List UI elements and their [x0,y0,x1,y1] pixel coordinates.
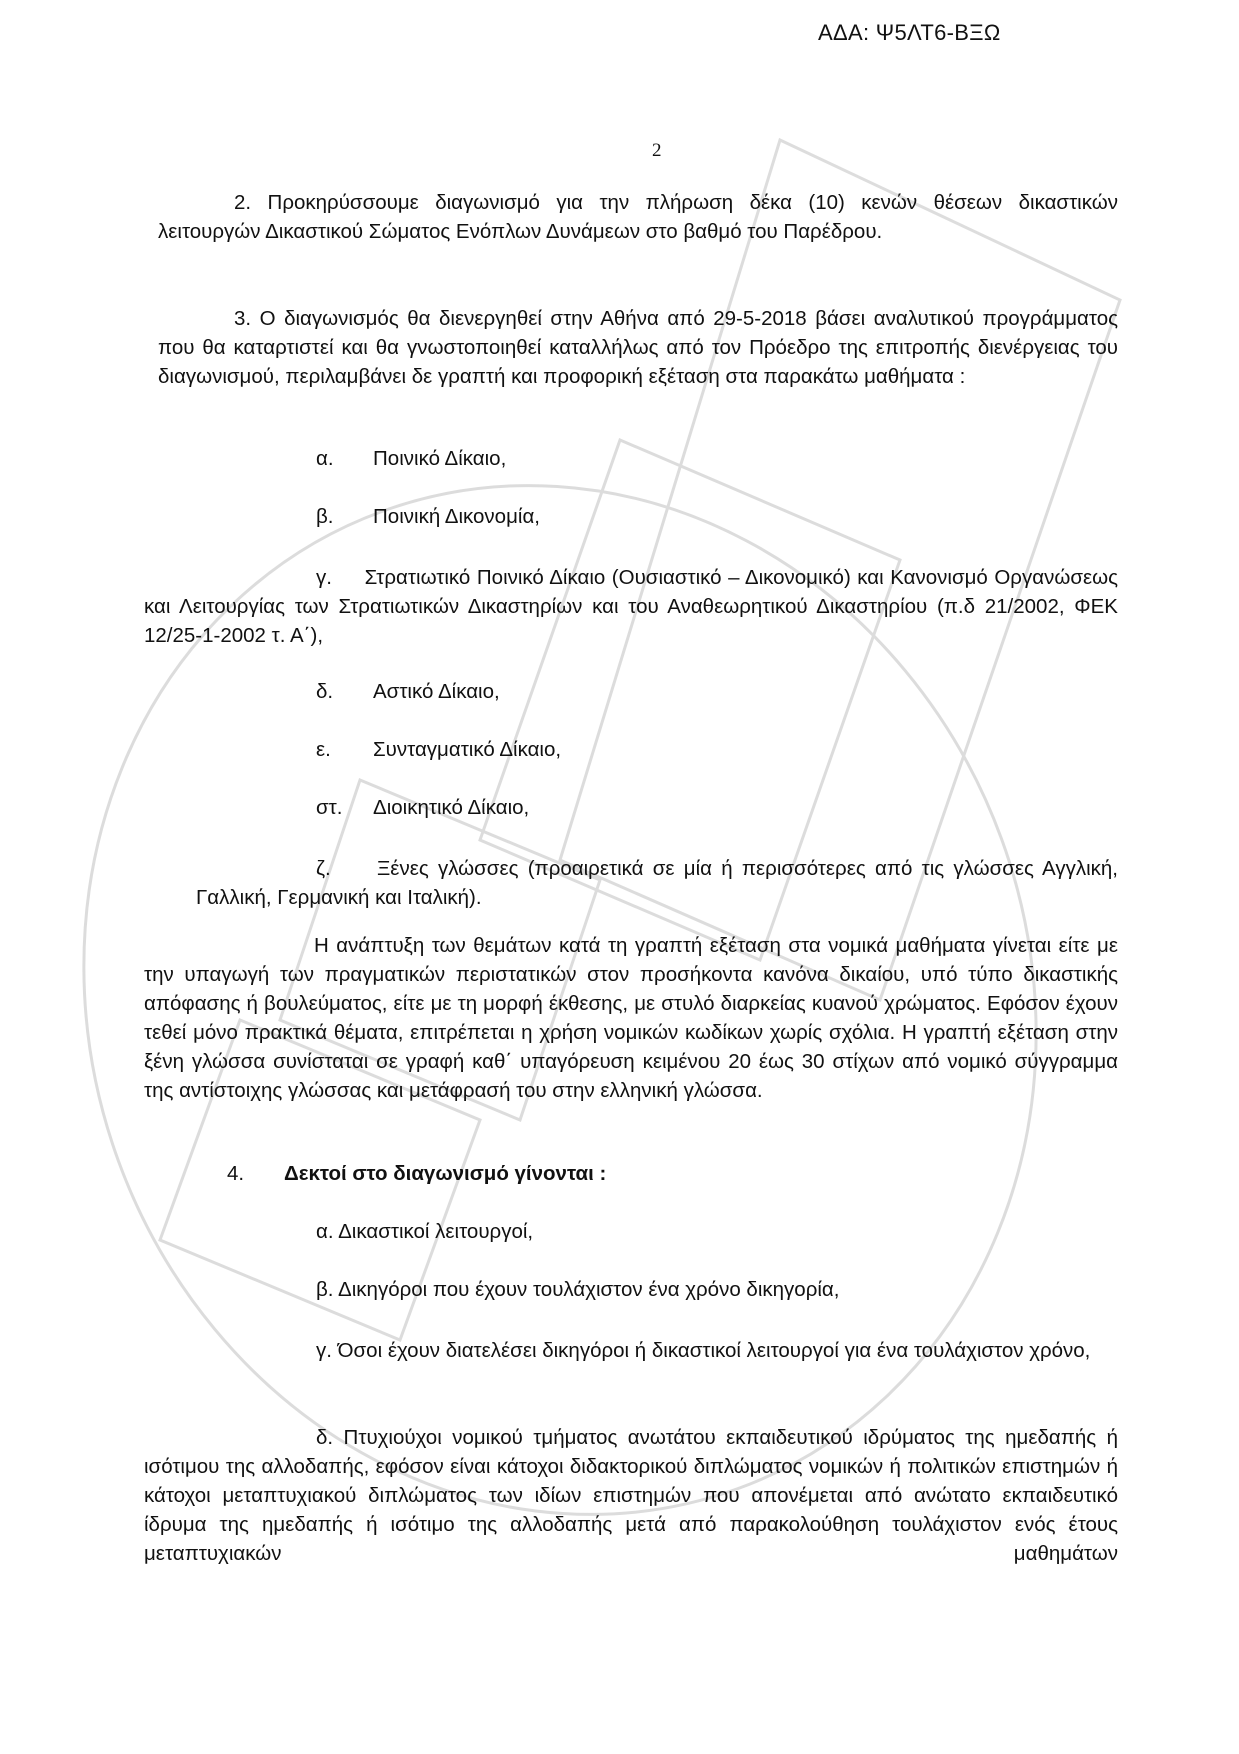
subject-item [316,505,540,529]
subject-item-gamma [144,563,1118,650]
subject-text: Αστικό Δίκαιο, [373,680,500,703]
subject-item-zeta [196,854,1118,912]
section-4-heading [227,1162,606,1186]
subject-text: Στρατιωτικό Ποινικό Δίκαιο (Ουσιαστικό – Δικονομικό) και Κανονισμό Οργανώσεως και Λειτουργίας των Στρατιωτικών Δικαστηρίων και του Αναθεωρητικού Δικαστηρίου (π.δ 21/2002, ΦΕΚ 12/25-1-2002 τ. Α΄), [144,566,1119,647]
ada-code: ΑΔΑ: Ψ5ΛΤ6-ΒΞΩ [818,20,1001,45]
subject-label: α. [316,447,334,470]
subject-item [316,796,529,820]
section-4-title: Δεκτοί στο διαγωνισμό γίνονται : [284,1162,607,1185]
subject-label: γ. [316,566,332,589]
section-2-paragraph: 2. Προκηρύσσουμε διαγωνισμό για την πλήρωση δέκα (10) κενών θέσεων δικαστικών λειτουργών Δικαστικού Σώματος Ενόπλων Δυνάμεων στο βαθμό του Παρέδρου. [158,191,1118,243]
subject-text: Ποινική Δικονομία, [373,505,540,528]
subject-item [316,738,561,762]
eligibility-item: δ. Πτυχιούχοι νομικού τμήματος ανωτάτου εκπαιδευτικού ιδρύματος της ημεδαπής ή ισότιμου της αλλοδαπής, εφόσον είναι κάτοχοι διδακτορικού διπλώματος νομικών ή πολιτικών επιστημών ή κάτοχοι μεταπτυχιακού διπλώματος των ιδίων επιστημών που απονέμεται από ανώτατο εκπαιδευτικό ίδρυμα της ημεδαπής ή ισότιμο της αλλοδαπής μετά από παρακολούθηση τουλάχιστον ενός έτους μεταπτυχιακών μαθημάτων [144,1426,1118,1565]
subject-label: ζ. [316,857,331,880]
exam-paragraph: Η ανάπτυξη των θεμάτων κατά τη γραπτή εξέταση στα νομικά μαθήματα γίνεται είτε με την υπαγωγή των πραγματικών περιστατικών στον προσήκοντα κανόνα δικαίου, υπό τύπο δικαστικής απόφασης ή βουλεύματος, είτε με τη μορφή έκθεσης, με στυλό διαρκείας κυανού χρώματος. Εφόσον έχουν τεθεί μόνο πρακτικά θέματα, επιτρέπεται η χρήση νομικών κωδίκων χωρίς σχόλια. Η γραπτή εξέταση στην ξένη γλώσσα συνίσταται σε γραφή καθ΄ υπαγόρευση κειμένου 20 έως 30 στίχων από νομικό σύγγραμμα της αντίστοιχης γλώσσας και μετάφρασή του στην ελληνική γλώσσα. [144,934,1118,1102]
subject-text: Ποινικό Δίκαιο, [373,447,507,470]
subject-label: β. [316,505,334,528]
subject-item [316,680,500,704]
section-4-number: 4. [227,1162,245,1185]
page-number: 2 [652,140,662,161]
subject-item [316,447,506,471]
eligibility-item: β. Δικηγόροι που έχουν τουλάχιστον ένα χρόνο δικηγορία, [316,1278,840,1301]
subject-text: Συνταγματικό Δίκαιο, [373,738,562,761]
subject-label: ε. [316,738,331,761]
eligibility-item: α. Δικαστικοί λειτουργοί, [316,1220,534,1243]
subject-label: στ. [316,796,343,819]
subject-text: Διοικητικό Δίκαιο, [373,796,530,819]
eligibility-item: γ. Όσοι έχουν διατελέσει δικηγόροι ή δικαστικοί λειτουργοί για ένα τουλάχιστον χρόνο, [316,1339,1091,1362]
section-3-paragraph: 3. Ο διαγωνισμός θα διενεργηθεί στην Αθήνα από 29-5-2018 βάσει αναλυτικού προγράμματος που θα καταρτιστεί και θα γνωστοποιηθεί καταλλήλως από τον Πρόεδρο της επιτροπής διενέργειας του διαγωνισμού, περιλαμβάνει δε γραπτή και προφορική εξέταση στα παρακάτω μαθήματα : [158,307,1118,388]
subject-text: Ξένες γλώσσες (προαιρετικά σε μία ή περισσότερες από τις γλώσσες Αγγλική, Γαλλική, Γερμανική και Ιταλική). [196,857,1118,909]
subject-label: δ. [316,680,334,703]
